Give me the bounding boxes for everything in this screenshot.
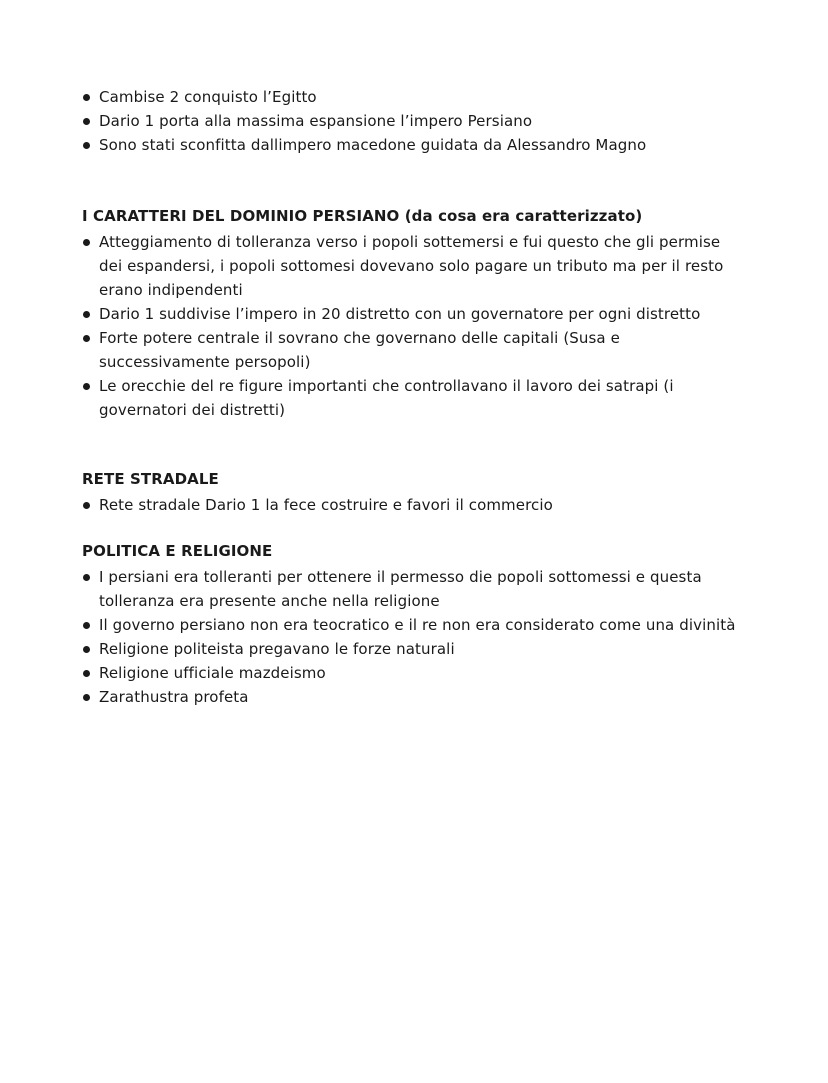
list-item-text: Religione politeista pregavano le forze naturali <box>99 640 455 658</box>
bullet-icon <box>83 142 90 149</box>
bullet-icon <box>83 311 90 318</box>
list-item <box>82 565 742 613</box>
list-item-text: Dario 1 suddivise l’impero in 20 distretto con un governatore per ogni distretto <box>99 305 701 323</box>
bullet-icon <box>83 646 90 653</box>
list-item-text: Il governo persiano non era teocratico e il re non era considerato come una divinità <box>99 616 736 634</box>
bullet-icon <box>83 574 90 581</box>
section-heading: I CARATTERI DEL DOMINIO PERSIANO (da cosa era caratterizzato) <box>82 207 643 225</box>
caratteri-list <box>82 230 742 422</box>
bullet-icon <box>83 118 90 125</box>
list-item-text: Le orecchie del re figure importanti che controllavano il lavoro dei satrapi (i governatori dei distretti) <box>99 377 674 419</box>
list-item <box>82 302 742 326</box>
intro-section <box>82 85 742 157</box>
intro-list <box>82 85 742 157</box>
list-item <box>82 109 742 133</box>
list-item-text: Cambise 2 conquisto l’Egitto <box>99 88 317 106</box>
list-item <box>82 133 742 157</box>
list-item <box>82 661 742 685</box>
list-item <box>82 326 742 374</box>
bullet-icon <box>83 622 90 629</box>
list-item <box>82 85 742 109</box>
list-item <box>82 374 742 422</box>
bullet-icon <box>83 694 90 701</box>
bullet-icon <box>83 670 90 677</box>
bullet-icon <box>83 239 90 246</box>
caratteri-section <box>82 204 742 422</box>
list-item <box>82 493 742 517</box>
bullet-icon <box>83 335 90 342</box>
rete-list <box>82 493 742 517</box>
rete-section <box>82 467 742 517</box>
list-item-text: Zarathustra profeta <box>99 688 249 706</box>
list-item <box>82 685 742 709</box>
section-heading: POLITICA E RELIGIONE <box>82 542 273 560</box>
list-item-text: Rete stradale Dario 1 la fece costruire e favori il commercio <box>99 496 553 514</box>
list-item-text: I persiani era tolleranti per ottenere il permesso die popoli sottomessi e questa tolleranza era presente anche nella religione <box>99 568 702 610</box>
politica-list <box>82 565 742 709</box>
bullet-icon <box>83 383 90 390</box>
list-item <box>82 637 742 661</box>
list-item-text: Dario 1 porta alla massima espansione l’impero Persiano <box>99 112 533 130</box>
politica-section <box>82 539 742 709</box>
bullet-icon <box>83 502 90 509</box>
list-item <box>82 230 742 302</box>
bullet-icon <box>83 94 90 101</box>
list-item-text: Religione ufficiale mazdeismo <box>99 664 326 682</box>
list-item-text: Sono stati sconfitta dallimpero macedone guidata da Alessandro Magno <box>99 136 647 154</box>
list-item <box>82 613 742 637</box>
list-item-text: Atteggiamento di tolleranza verso i popoli sottemersi e fui questo che gli permise dei espandersi, i popoli sottomesi dovevano solo pagare un tributo ma per il resto erano indipendenti <box>99 233 724 299</box>
list-item-text: Forte potere centrale il sovrano che governano delle capitali (Susa e successivamente persopoli) <box>99 329 620 371</box>
section-heading: RETE STRADALE <box>82 470 219 488</box>
